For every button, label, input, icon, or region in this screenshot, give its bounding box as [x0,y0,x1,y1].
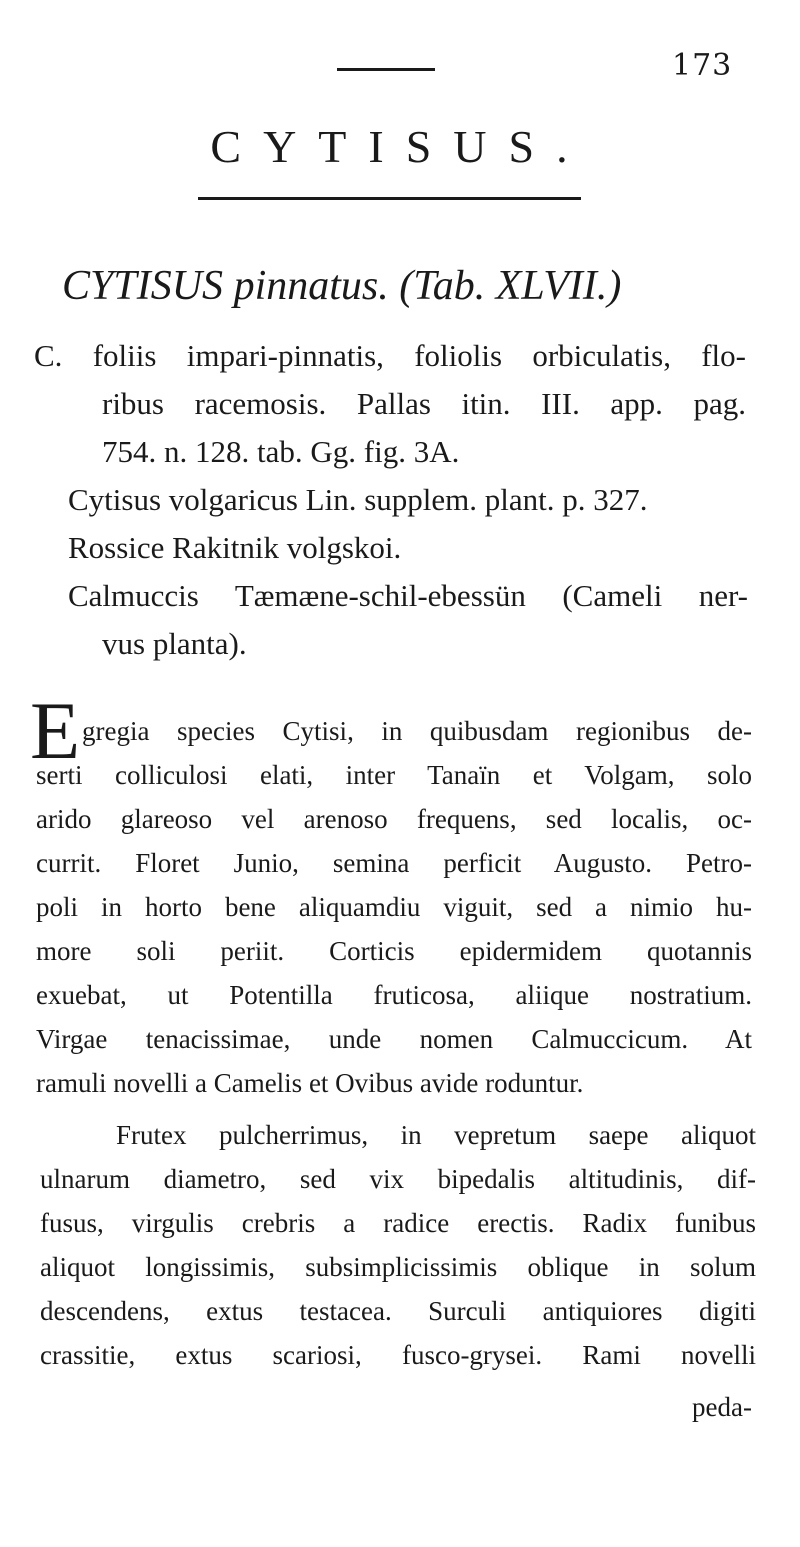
body-line: aliquot longissimis, subsimplicissimis oblique in solum [40,1252,756,1282]
body-line: Frutex pulcherrimus, in vepretum saepe aliquot [116,1120,756,1150]
body-line: currit. Floret Junio, semina perficit Augusto. Petro- [36,848,752,878]
body-line: exuebat, ut Potentilla fruticosa, aliique nostratium. [36,980,752,1010]
drop-cap: E [30,685,81,776]
body-line: descendens, extus testacea. Surculi antiquiores digiti [40,1296,756,1326]
entry-heading [62,262,621,310]
body-line: ulnarum diametro, sed vix bipedalis altitudinis, dif- [40,1164,756,1194]
body-line: gregia species Cytisi, in quibusdam regionibus de- [82,716,752,746]
body-line: Virgae tenacissimae, unde nomen Calmuccicum. At [36,1024,752,1054]
heading-species: pinnatus. [233,263,389,309]
page-number: 173 [672,48,733,83]
body-line: arido glareoso vel arenoso frequens, sed localis, oc- [36,804,752,834]
body-line: more soli periit. Corticis epidermidem quotannis [36,936,752,966]
body-line: poli in horto bene aliquamdiu viguit, sed a nimio hu- [36,892,752,922]
catchword: peda- [692,1392,752,1422]
body-line: crassitie, extus scariosi, fusco-grysei. Rami novelli [40,1340,756,1370]
synonym-line: Rossice Rakitnik volgskoi. [68,530,402,565]
synonym-line: Calmuccis Tæmæne-schil-ebessün (Cameli ner- [68,578,748,613]
body-line: fusus, virgulis crebris a radice erectis. Radix funibus [40,1208,756,1238]
body-line: ramuli novelli a Camelis et Ovibus avide roduntur. [36,1068,584,1098]
title-rule [198,197,581,200]
synonym-line: ribus racemosis. Pallas itin. III. app. pag. [102,386,746,421]
body-line: serti colliculosi elati, inter Tanaïn et Volgam, solo [36,760,752,790]
synonym-line: Cytisus volgaricus Lin. supplem. plant. p. 327. [68,482,648,517]
heading-reference: (Tab. XLVII.) [399,263,622,309]
heading-genus: CYTISUS [62,263,224,309]
synonym-line: 754. n. 128. tab. Gg. fig. 3A. [102,434,460,469]
header-rule [337,68,435,71]
page-title: CYTISUS. [210,121,590,172]
synonym-line: vus planta). [102,626,247,661]
synonym-line: C. foliis impari-pinnatis, foliolis orbiculatis, flo- [34,338,746,373]
